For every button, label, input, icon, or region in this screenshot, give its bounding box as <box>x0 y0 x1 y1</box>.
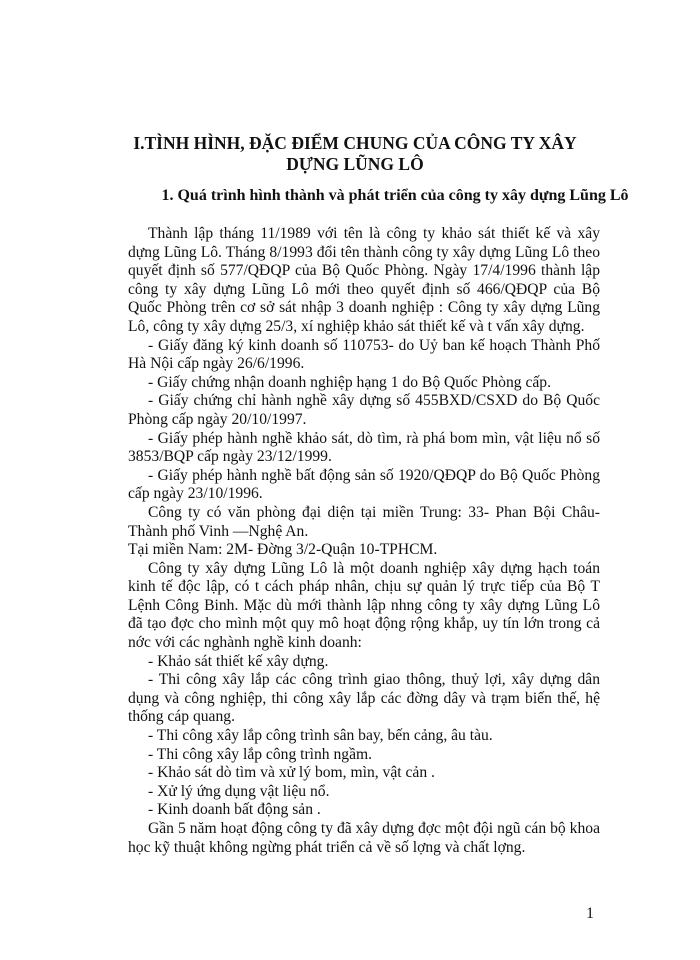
section-heading: I.TÌNH HÌNH, ĐẶC ĐIỂM CHUNG CỦA CÔNG TY XÂY DỰNG LŨNG LÔ <box>133 133 577 174</box>
list-item: - Thi công xây lắp các công trình giao thông, thuỷ lợi, xây dựng dân dụng và công nghiệp, thi công xây lắp các đờng dây và trạm biến thế, hệ thống cáp quang. <box>128 671 600 726</box>
paragraph-closing: Gần 5 năm hoạt động công ty đã xây dựng đợc một đội ngũ cán bộ khoa học kỹ thuật không ngừng phát triển cả về số lợng và chất lợng. <box>128 820 600 856</box>
list-item: - Khảo sát dò tìm và xử lý bom, mìn, vật cản . <box>148 764 435 782</box>
list-item: - Kinh doanh bất động sản . <box>148 801 321 819</box>
list-item: - Giấy chứng chỉ hành nghề xây dựng số 455BXD/CSXD do Bộ Quốc Phòng cấp ngày 20/10/1997. <box>128 392 600 428</box>
list-item: - Giấy đăng ký kinh doanh số 110753- do Uỷ ban kế hoạch Thành Phố Hà Nội cấp ngày 26/6/1996. <box>128 336 600 373</box>
paragraph-office-central: Công ty có văn phòng đại diện tại miền Trung: 33- Phan Bội Châu- Thành phố Vinh —Nghệ An. <box>128 503 600 540</box>
list-item: - Xử lý ứng dụng vật liệu nổ. <box>148 782 330 800</box>
paragraph-office-south: Tại miền Nam: 2M- Đờng 3/2-Quận 10-TPHCM. <box>128 541 438 559</box>
subsection-heading: 1. Quá trình hình thành và phát triển của công ty xây dựng Lũng Lô <box>161 187 629 204</box>
list-item: - Giấy phép hành nghề khảo sát, dò tìm, rà phá bom mìn, vật liệu nổ số 3853/BQP cấp ngày 23/12/1999. <box>128 429 600 466</box>
list-item: - Giấy phép hành nghề bất động sản số 1920/QĐQP do Bộ Quốc Phòng cấp ngày 23/10/1996. <box>128 466 600 503</box>
body-text <box>128 225 600 857</box>
list-item: - Giấy chứng nhận doanh nghiệp hạng 1 do Bộ Quốc Phòng cấp. <box>148 373 551 391</box>
list-item: - Thi công xây lắp công trình sân bay, bến cảng, âu tàu. <box>148 727 493 745</box>
paragraph-company-description: Công ty xây dựng Lũng Lô là một doanh nghiệp xây dựng hạch toán kinh tế độc lập, có t cách pháp nhân, chịu sự quản lý trực tiếp của Bộ T Lệnh Công Binh. Mặc dù mới thành lập nhng công ty xây dựng Lũng Lô đã tạo đợc cho mình một quy mô hoạt động rộng khắp, uy tín lớn trong cả nớc với các nghành nghề kinh doanh: <box>128 559 600 652</box>
list-item: - Khảo sát thiết kế xây dựng. <box>148 652 329 670</box>
page-number: 1 <box>586 905 594 922</box>
paragraph-intro: Thành lập tháng 11/1989 với tên là công ty khảo sát thiết kế và xây dựng Lũng Lô. Tháng 8/1993 đổi tên thành công ty xây dựng Lũng Lô theo quyết định số 577/QĐQP của Bộ Quốc Phòng. Ngày 17/4/1996 thành lập công ty xây dựng Lũng Lô mới theo quyết định số 466/QĐQP của Bộ Quốc Phòng trên cơ sở sát nhập 3 doanh nghiệp : Công ty xây dựng Lũng Lô, công ty xây dựng 25/3, xí nghiệp khảo sát thiết kế và t vấn xây dựng. <box>128 225 600 335</box>
list-item: - Thi công xây lắp công trình ngầm. <box>148 745 373 763</box>
